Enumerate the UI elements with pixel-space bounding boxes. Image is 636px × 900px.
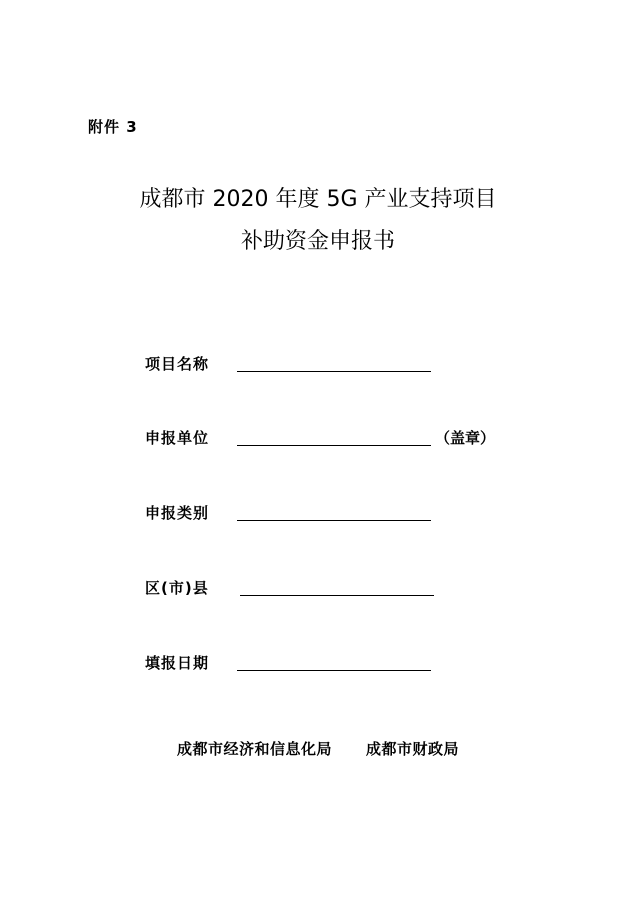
document-title-line-1: 成都市 2020 年度 5G 产业支持项目 xyxy=(139,187,497,212)
field-blank-line[interactable] xyxy=(237,670,431,671)
field-application-category xyxy=(145,502,565,526)
field-blank-line[interactable] xyxy=(240,595,434,596)
issuer-finance-bureau: 成都市财政局 xyxy=(366,740,460,758)
field-blank-line[interactable] xyxy=(237,520,431,521)
field-blank-line[interactable] xyxy=(237,445,431,446)
issuer-economy-bureau: 成都市经济和信息化局 xyxy=(176,740,332,758)
field-label: 区(市)县 xyxy=(145,579,209,597)
field-project-name xyxy=(145,353,565,377)
field-blank-line[interactable] xyxy=(237,371,431,372)
field-label: 填报日期 xyxy=(145,654,210,672)
attachment-label: 附件 3 xyxy=(88,118,138,136)
field-label: 申报单位 xyxy=(145,429,210,447)
field-label: 申报类别 xyxy=(145,504,210,522)
field-applicant-unit xyxy=(145,427,565,451)
issuers-footer xyxy=(0,738,636,759)
field-label: 项目名称 xyxy=(145,355,210,373)
document-title-line-2: 补助资金申报书 xyxy=(240,229,395,254)
field-district-county xyxy=(145,577,565,601)
seal-note: （盖章） xyxy=(435,429,496,447)
field-fill-date xyxy=(145,652,565,676)
